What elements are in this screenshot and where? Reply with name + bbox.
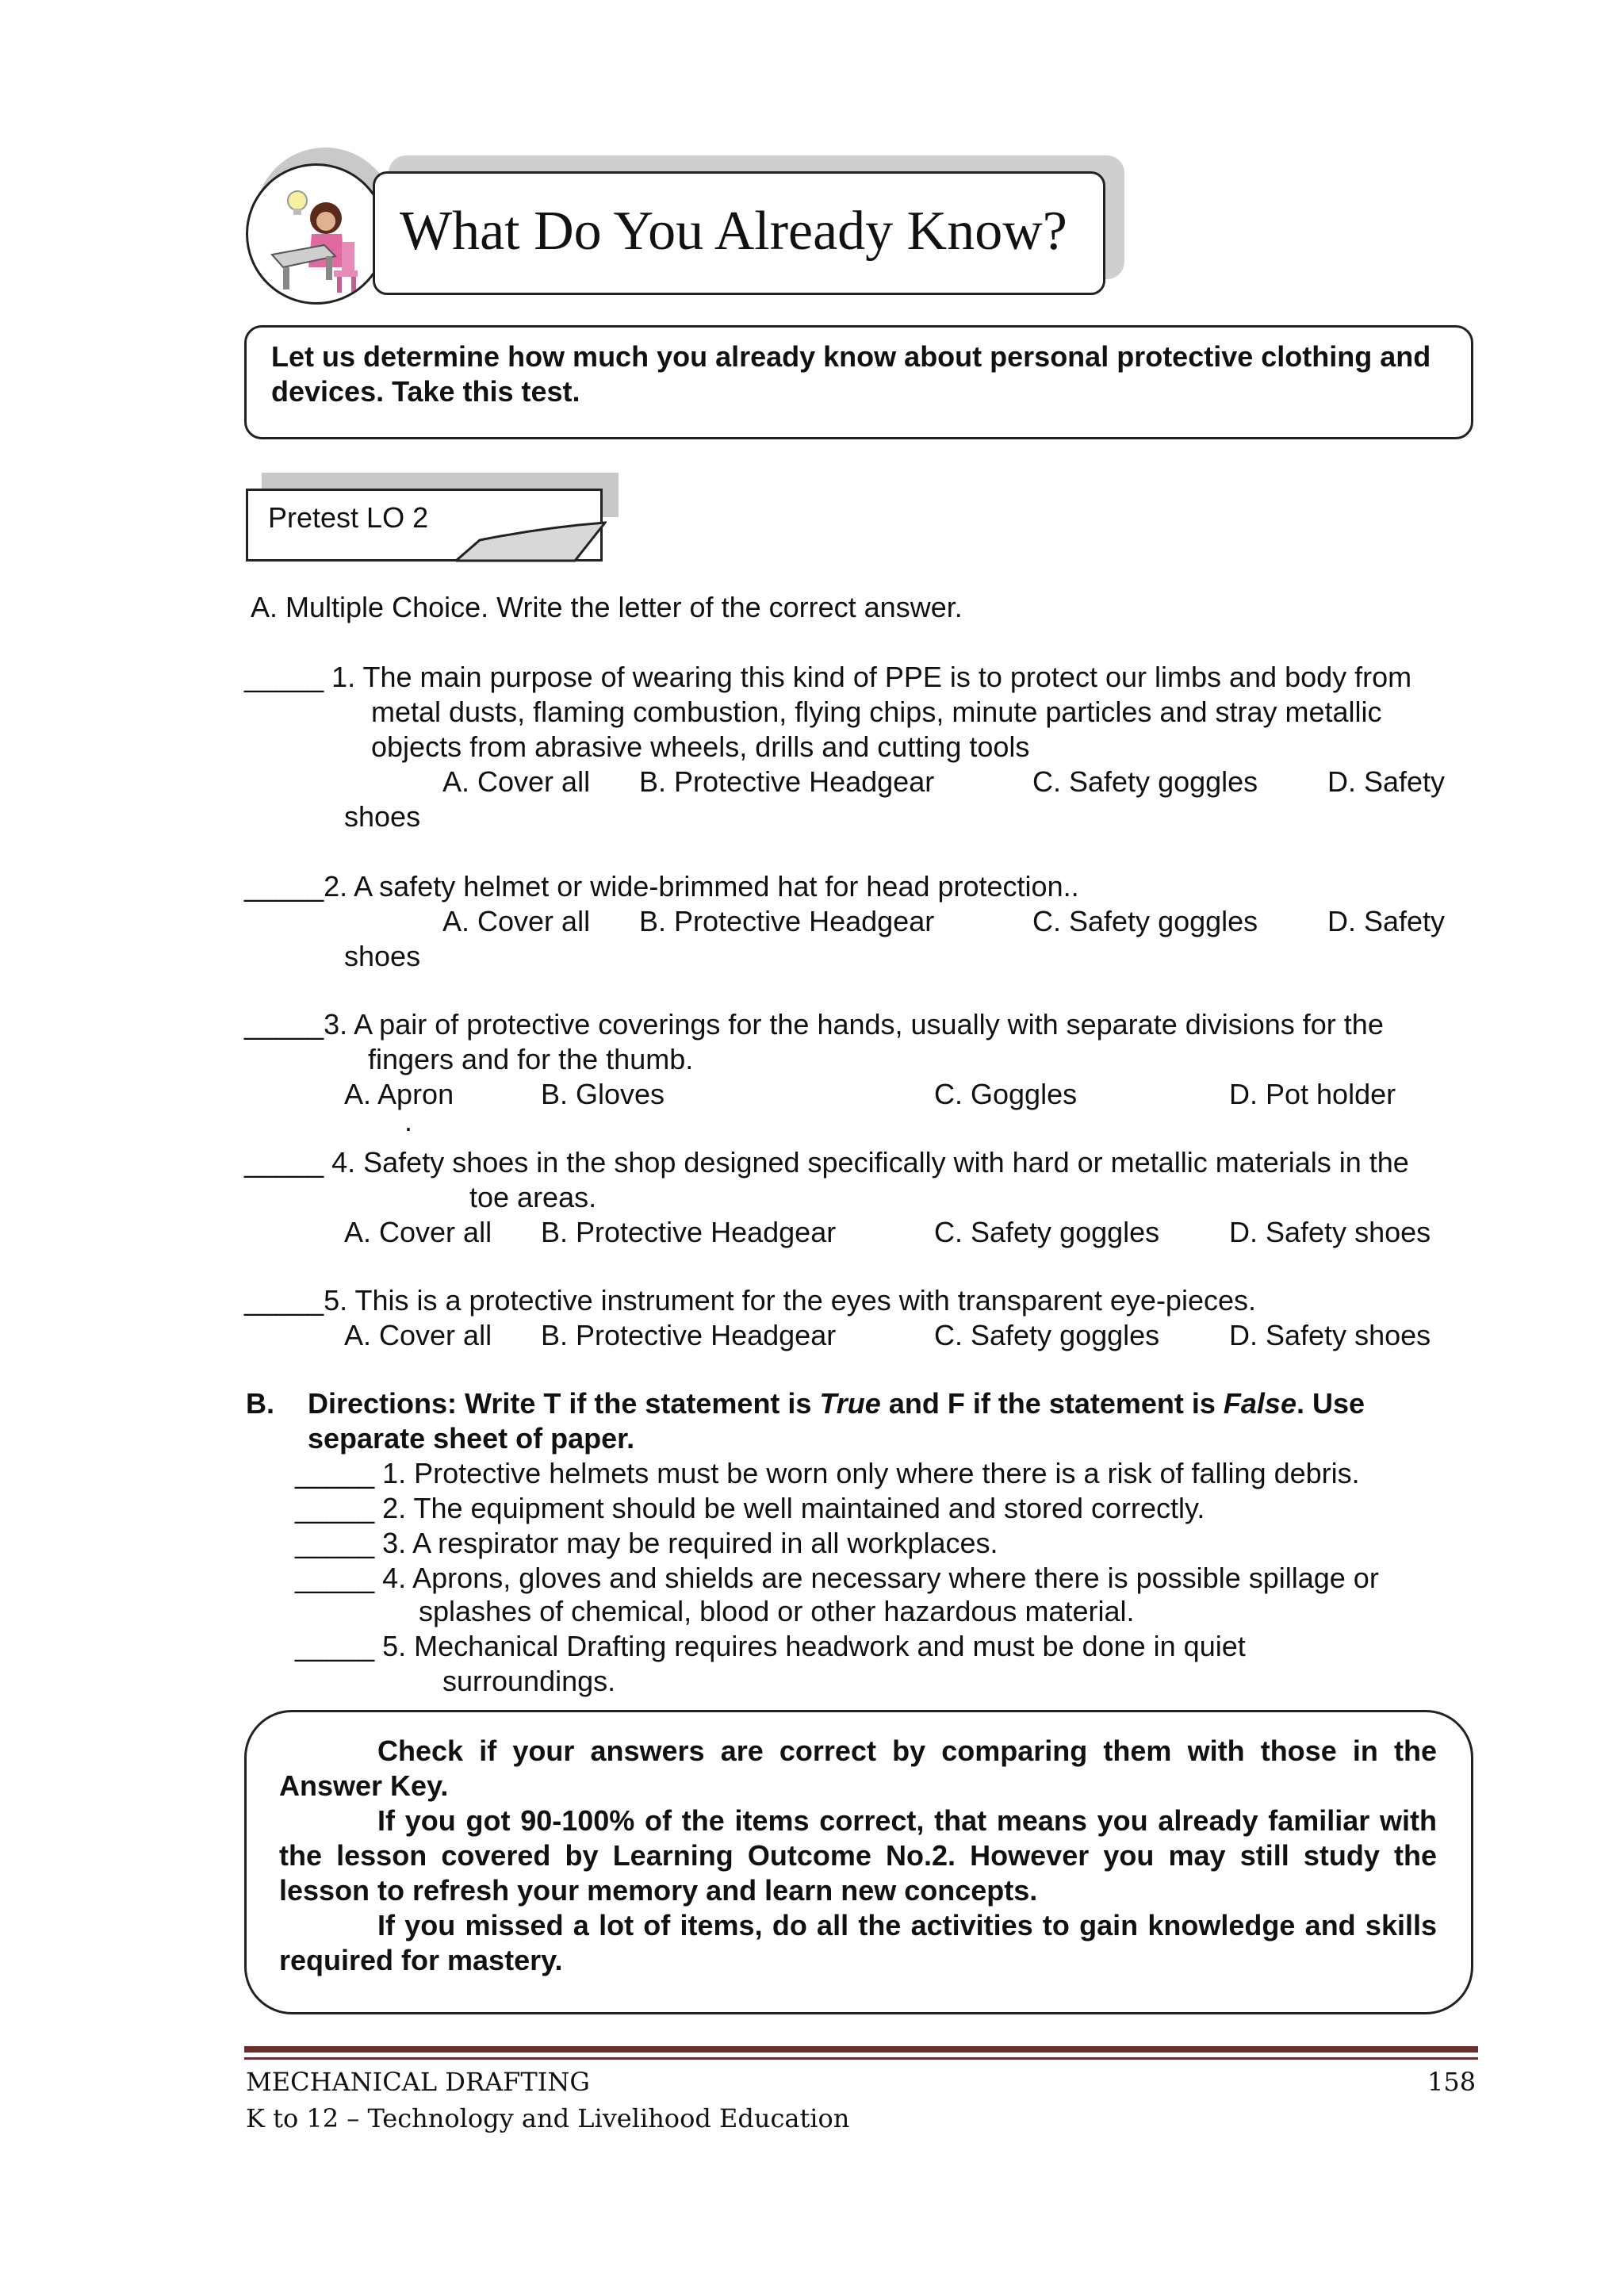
q3-option-a: A. Apron bbox=[344, 1078, 454, 1110]
check-paragraph: If you missed a lot of items, do all the activities to gain knowledge and skills required for mastery. bbox=[279, 1909, 1437, 1976]
q3-line: fingers and for the thumb. bbox=[368, 1043, 694, 1075]
statement-2: _____ 2. The equipment should be well maintained and stored correctly. bbox=[295, 1492, 1205, 1524]
q3-option-b: B. Gloves bbox=[541, 1078, 665, 1110]
footer-text bbox=[246, 2064, 849, 2137]
part-a-heading: A. Multiple Choice. Write the letter of the correct answer. bbox=[251, 591, 963, 623]
statement-5: _____ 5. Mechanical Drafting requires headwork and must be done in quiet bbox=[295, 1630, 1246, 1662]
q2-option-b: B. Protective Headgear bbox=[639, 905, 935, 937]
answer-check-text bbox=[279, 1734, 1437, 1978]
part-b-directions-cont: separate sheet of paper. bbox=[308, 1422, 635, 1455]
student-at-desk-icon bbox=[248, 166, 385, 302]
q2-line: _____2. A safety helmet or wide-brimmed hat for head protection.. bbox=[244, 870, 1079, 903]
q3-line: _____3. A pair of protective coverings for the hands, usually with separate divisions for the bbox=[244, 1008, 1384, 1041]
q2-option-a: A. Cover all bbox=[442, 905, 591, 937]
part-b-directions: Directions: Write T if the statement is True and F if the statement is False. Use bbox=[308, 1387, 1365, 1420]
q2-option-c: C. Safety goggles bbox=[1032, 905, 1258, 937]
statement-1: _____ 1. Protective helmets must be worn only where there is a risk of falling debris. bbox=[295, 1457, 1360, 1489]
q3-option-c: C. Goggles bbox=[934, 1078, 1078, 1110]
q1-line: _____ 1. The main purpose of wearing this kind of PPE is to protect our limbs and body from bbox=[244, 661, 1412, 693]
check-paragraph: Check if your answers are correct by comparing them with those in the Answer Key. bbox=[279, 1734, 1437, 1802]
footer-course: K to 12 – Technology and Livelihood Education bbox=[246, 2103, 850, 2133]
statement-3: _____ 3. A respirator may be required in all workplaces. bbox=[295, 1527, 998, 1559]
q4-option-c: C. Safety goggles bbox=[934, 1216, 1160, 1248]
student-illustration bbox=[246, 163, 387, 305]
footer-subject: MECHANICAL DRAFTING bbox=[246, 2067, 590, 2097]
q5-line: _____5. This is a protective instrument for the eyes with transparent eye-pieces. bbox=[244, 1284, 1256, 1317]
statement-4: _____ 4. Aprons, gloves and shields are necessary where there is possible spillage or bbox=[295, 1562, 1379, 1594]
footer-rule bbox=[244, 2057, 1478, 2060]
page-number: 158 bbox=[1427, 2067, 1477, 2097]
statement-5-cont: surroundings. bbox=[442, 1665, 616, 1697]
q1-line: metal dusts, flaming combustion, flying chips, minute particles and stray metallic bbox=[371, 696, 1382, 728]
q4-option-d: D. Safety shoes bbox=[1229, 1216, 1431, 1248]
stray-dot: . bbox=[404, 1105, 413, 1137]
q2-option-d-cont: shoes bbox=[344, 940, 421, 972]
pretest-label: Pretest LO 2 bbox=[268, 501, 429, 534]
footer-rule bbox=[244, 2046, 1478, 2053]
check-paragraph: If you got 90-100% of the items correct, that means you already familiar with the lesson covered by Learning Outcome No.2. However you may still study the lesson to refresh your memory and learn new concepts. bbox=[279, 1804, 1437, 1907]
intro-text: Let us determine how much you already know about personal protective clothing and devices. Take this test. bbox=[271, 340, 1431, 408]
q2-option-d: D. Safety bbox=[1327, 905, 1446, 937]
q1-line: objects from abrasive wheels, drills and cutting tools bbox=[371, 730, 1030, 763]
q3-option-d: D. Pot holder bbox=[1229, 1078, 1396, 1110]
q1-option-c: C. Safety goggles bbox=[1032, 765, 1258, 798]
q5-option-b: B. Protective Headgear bbox=[541, 1319, 837, 1351]
page-curl-icon bbox=[456, 521, 607, 562]
statement-4-cont: splashes of chemical, blood or other hazardous material. bbox=[419, 1595, 1135, 1627]
q1-option-d-cont: shoes bbox=[344, 800, 421, 833]
q1-option-b: B. Protective Headgear bbox=[639, 765, 935, 798]
q4-option-b: B. Protective Headgear bbox=[541, 1216, 837, 1248]
q1-option-a: A. Cover all bbox=[442, 765, 591, 798]
page-title: What Do You Already Know? bbox=[400, 201, 1067, 262]
q4-line: toe areas. bbox=[469, 1181, 597, 1213]
q5-option-a: A. Cover all bbox=[344, 1319, 492, 1351]
q5-option-d: D. Safety shoes bbox=[1229, 1319, 1431, 1351]
q5-option-c: C. Safety goggles bbox=[934, 1319, 1160, 1351]
q4-option-a: A. Cover all bbox=[344, 1216, 492, 1248]
q4-line: _____ 4. Safety shoes in the shop designed specifically with hard or metallic materials in the bbox=[244, 1146, 1409, 1179]
q1-option-d: D. Safety bbox=[1327, 765, 1446, 798]
part-b-letter: B. bbox=[246, 1387, 274, 1420]
